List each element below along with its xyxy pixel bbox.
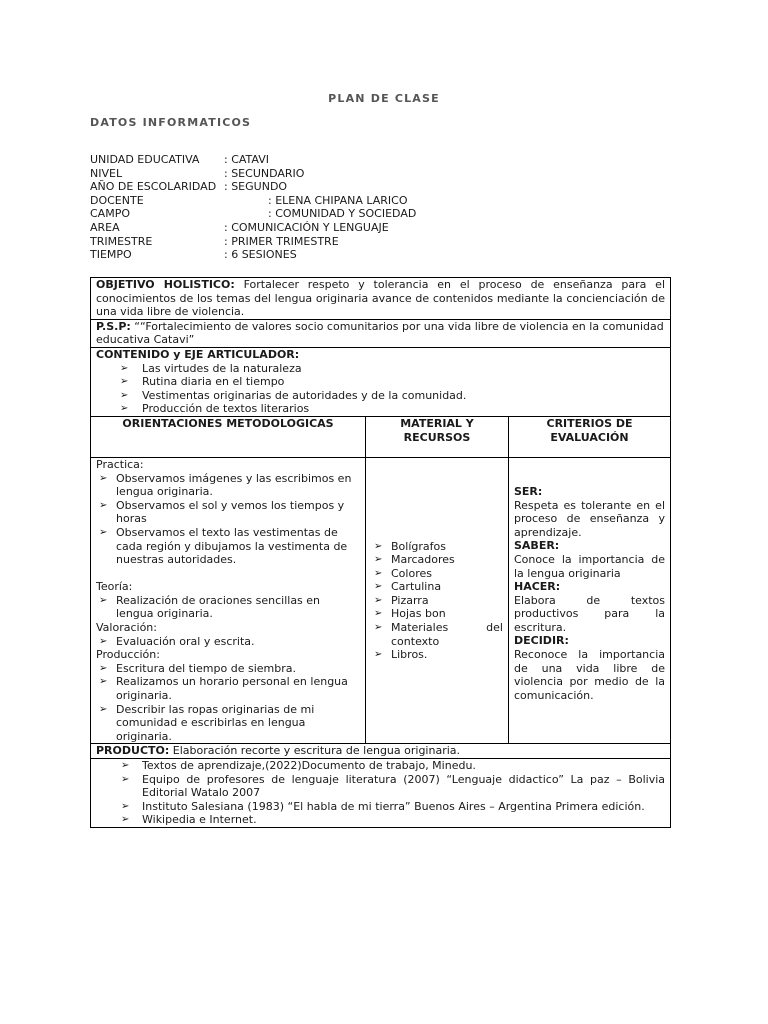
decidir-label: DECIDIR:: [514, 634, 569, 648]
list-item: ➢ Instituto Salesiana (1983) “El habla de mi tierra” Buenos Aires – Argentina Primera edición.: [96, 800, 665, 814]
bibliografia-list: [96, 759, 665, 827]
page-title: PLAN DE CLASE: [328, 92, 440, 105]
producto-label: PRODUCTO:: [96, 744, 170, 758]
info-value: : COMUNICACIÓN Y LENGUAJE: [224, 220, 389, 234]
list-item: ➢ Textos de aprendizaje,(2022)Documento de trabajo, Minedu.: [96, 759, 665, 773]
list-item: ➢ Materiales del contexto: [371, 621, 503, 648]
saber-text: Conoce la importancia de la lengua originaria: [514, 552, 666, 580]
list-item: ➢ Hojas bon: [371, 607, 503, 621]
objetivo-cell: [91, 278, 671, 320]
practica-label: Practica:: [96, 457, 144, 471]
psp-cell: [91, 319, 671, 347]
info-value: : CATAVI: [224, 153, 270, 166]
orientaciones-cell: [91, 457, 366, 743]
info-value: : 6 SESIONES: [224, 248, 297, 262]
info-label: AÑO DE ESCOLARIDAD: [90, 180, 217, 194]
hacer-label: HACER:: [514, 580, 561, 594]
header-orientaciones: ORIENTACIONES METODOLOGICAS: [91, 416, 366, 457]
bibliografia-cell: [91, 759, 671, 828]
list-item: ➢ Rutina diaria en el tiempo: [96, 375, 665, 389]
valoracion-label: Valoración:: [96, 621, 157, 635]
contenido-list: [96, 362, 665, 416]
list-item: ➢ Las virtudes de la naturaleza: [96, 362, 665, 376]
info-label: UNIDAD EDUCATIVA: [90, 153, 200, 166]
list-item: ➢ Evaluación oral y escrita.: [96, 635, 360, 649]
decidir-text: Reconoce la importancia de una vida libre de violencia por medio de la comunicación.: [514, 648, 666, 702]
list-item: ➢ Producción de textos literarios: [96, 402, 665, 416]
producto-row: [91, 744, 671, 759]
list-item: ➢ Equipo de profesores de lenguaje literatura (2007) “Lenguaje didactico” La paz – Bolivia Editorial Watalo 2007: [96, 773, 665, 800]
list-item: ➢ Observamos el texto las vestimentas de cada región y dibujamos la vestimenta de nuestras autoridades.: [96, 526, 360, 567]
contenido-row: [91, 347, 671, 416]
info-label: TIEMPO: [90, 248, 132, 262]
column-header-row: [91, 416, 671, 457]
list-item: ➢ Realizamos un horario personal en lengua originaria.: [96, 675, 360, 702]
info-label: NIVEL: [90, 166, 123, 180]
producto-cell: [91, 744, 671, 759]
header-material: MATERIAL Y RECURSOS: [366, 416, 509, 457]
info-label: DOCENTE: [90, 193, 144, 207]
list-item: ➢ Describir las ropas originarias de mi comunidad e escribirlas en lengua originaria.: [96, 703, 360, 744]
psp-label: P.S.P:: [96, 319, 131, 333]
header-criterios: CRITERIOS DE EVALUACIÓN: [509, 416, 671, 457]
contenido-cell: [91, 347, 671, 416]
list-item: ➢ Realización de oraciones sencillas en lengua originaria.: [96, 594, 360, 621]
ser-text: Respeta es tolerante en el proceso de enseñanza y aprendizaje.: [514, 498, 666, 539]
lesson-plan-table: [90, 277, 671, 828]
teoria-list: [96, 594, 360, 621]
list-item: ➢ Escritura del tiempo de siembra.: [96, 662, 360, 676]
list-item: ➢ Libros.: [371, 648, 503, 662]
objetivo-row: [91, 278, 671, 320]
material-list: [371, 540, 503, 662]
info-value: : SEGUNDO: [224, 180, 288, 194]
list-item: ➢ Marcadores: [371, 553, 503, 567]
list-item: ➢ Cartulina: [371, 580, 503, 594]
produccion-list: [96, 662, 360, 744]
objetivo-text: Fortalecer respeto y tolerancia en el proceso de enseñanza para el conocimientos de los temas del lengua originaria avance de contenidos mediante la concienciación de una vida libre de violencia.: [96, 278, 666, 319]
list-item: ➢ Pizarra: [371, 594, 503, 608]
info-value: : SECUNDARIO: [224, 166, 305, 180]
psp-text: ““Fortalecimiento de valores socio comunitarios por una vida libre de violencia en la comunidad educativa Catavi”: [96, 319, 664, 347]
list-item: ➢ Observamos el sol y vemos los tiempos y horas: [96, 499, 360, 526]
teoria-label: Teoría:: [96, 580, 133, 594]
list-item: ➢ Bolígrafos: [371, 540, 503, 554]
material-cell: [366, 457, 509, 743]
saber-label: SABER:: [514, 539, 560, 553]
info-value: : ELENA CHIPANA LARICO: [268, 193, 408, 207]
list-item: ➢ Vestimentas originarias de autoridades y de la comunidad.: [96, 389, 665, 403]
objetivo-label: OBJETIVO HOLISTICO:: [96, 278, 235, 291]
body-row: [91, 457, 671, 743]
hacer-text: Elabora de textos productivos para la escritura.: [514, 593, 666, 634]
list-item: ➢ Wikipedia e Internet.: [96, 813, 665, 827]
info-label: CAMPO: [90, 207, 130, 221]
criterios-cell: [509, 457, 671, 743]
contenido-label: CONTENIDO y EJE ARTICULADOR:: [96, 347, 300, 361]
spacer: [96, 567, 360, 581]
list-item: ➢ Observamos imágenes y las escribimos en lengua originaria.: [96, 472, 360, 499]
info-label: TRIMESTRE: [90, 234, 153, 248]
produccion-label: Producción:: [96, 648, 160, 662]
valoracion-list: [96, 635, 360, 649]
section-heading: DATOS INFORMATICOS: [90, 116, 252, 129]
producto-text: Elaboración recorte y escritura de lengua originaria.: [172, 744, 461, 758]
info-label: AREA: [90, 220, 120, 234]
info-value: : PRIMER TRIMESTRE: [224, 234, 339, 248]
psp-row: [91, 319, 671, 347]
bibliografia-row: [91, 759, 671, 828]
info-value: : COMUNIDAD Y SOCIEDAD: [268, 207, 417, 221]
practica-list: [96, 472, 360, 567]
ser-label: SER:: [514, 484, 543, 498]
list-item: ➢ Colores: [371, 567, 503, 581]
